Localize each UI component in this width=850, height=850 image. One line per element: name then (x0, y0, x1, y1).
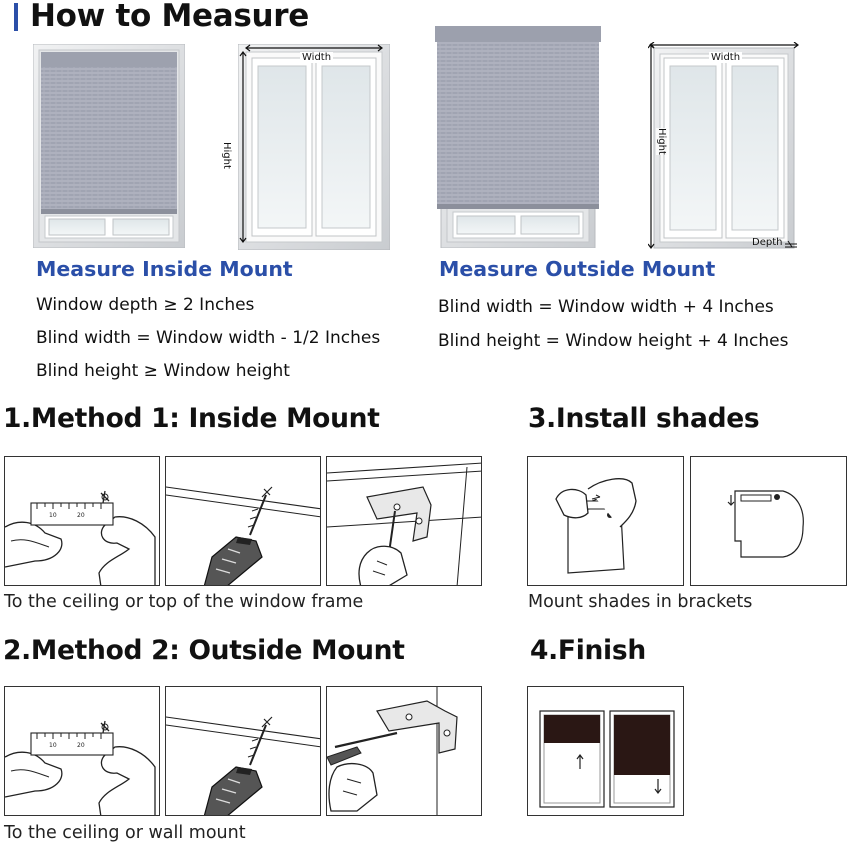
method2-step-bracket (326, 686, 482, 816)
ruler-mark-10: 10 (49, 512, 57, 519)
depth-label: Depth (752, 237, 783, 248)
ruler-mark-20: 20 (77, 512, 85, 519)
install-heading: 3.Install shades (528, 403, 760, 434)
install-step-hook (527, 456, 684, 586)
page-title: How to Measure (30, 0, 310, 34)
inside-mount-shade-illustration (33, 44, 185, 248)
method1-step-measure (4, 456, 160, 586)
outside-height-label: Hight (656, 128, 667, 155)
outside-rule-height: Blind height = Window height + 4 Inches (438, 331, 789, 351)
method2-step-drill (165, 686, 321, 816)
method2-caption: To the ceiling or wall mount (4, 823, 246, 843)
method2-heading: 2.Method 2: Outside Mount (3, 635, 405, 666)
method1-heading: 1.Method 1: Inside Mount (3, 403, 380, 434)
outside-rule-width: Blind width = Window width + 4 Inches (438, 297, 774, 317)
ruler-mark-20: 20 (77, 742, 85, 749)
method2-step-measure (4, 686, 160, 816)
outside-mount-measure-diagram (648, 42, 800, 252)
inside-rule-width: Blind width = Window width - 1/2 Inches (36, 328, 381, 348)
method1-caption: To the ceiling or top of the window frame (4, 592, 364, 612)
depth-arrow-icon (784, 239, 798, 249)
inside-rule-height: Blind height ≥ Window height (36, 361, 290, 381)
method1-step-bracket (326, 456, 482, 586)
inside-mount-heading: Measure Inside Mount (36, 257, 293, 281)
inside-mount-measure-diagram (238, 44, 390, 250)
method1-step-drill (165, 456, 321, 586)
install-caption: Mount shades in brackets (528, 592, 753, 612)
title-accent-bar (14, 3, 18, 31)
width-label: Width (302, 52, 332, 63)
install-step-snap (690, 456, 847, 586)
finish-step-shades (527, 686, 684, 816)
ruler-mark-10: 10 (49, 742, 57, 749)
outside-width-label: Width (711, 52, 741, 63)
height-label: Hight (221, 142, 232, 169)
finish-heading: 4.Finish (530, 635, 646, 666)
inside-rule-depth: Window depth ≥ 2 Inches (36, 295, 255, 315)
outside-mount-shade-illustration (435, 26, 601, 248)
outside-mount-heading: Measure Outside Mount (439, 257, 716, 281)
